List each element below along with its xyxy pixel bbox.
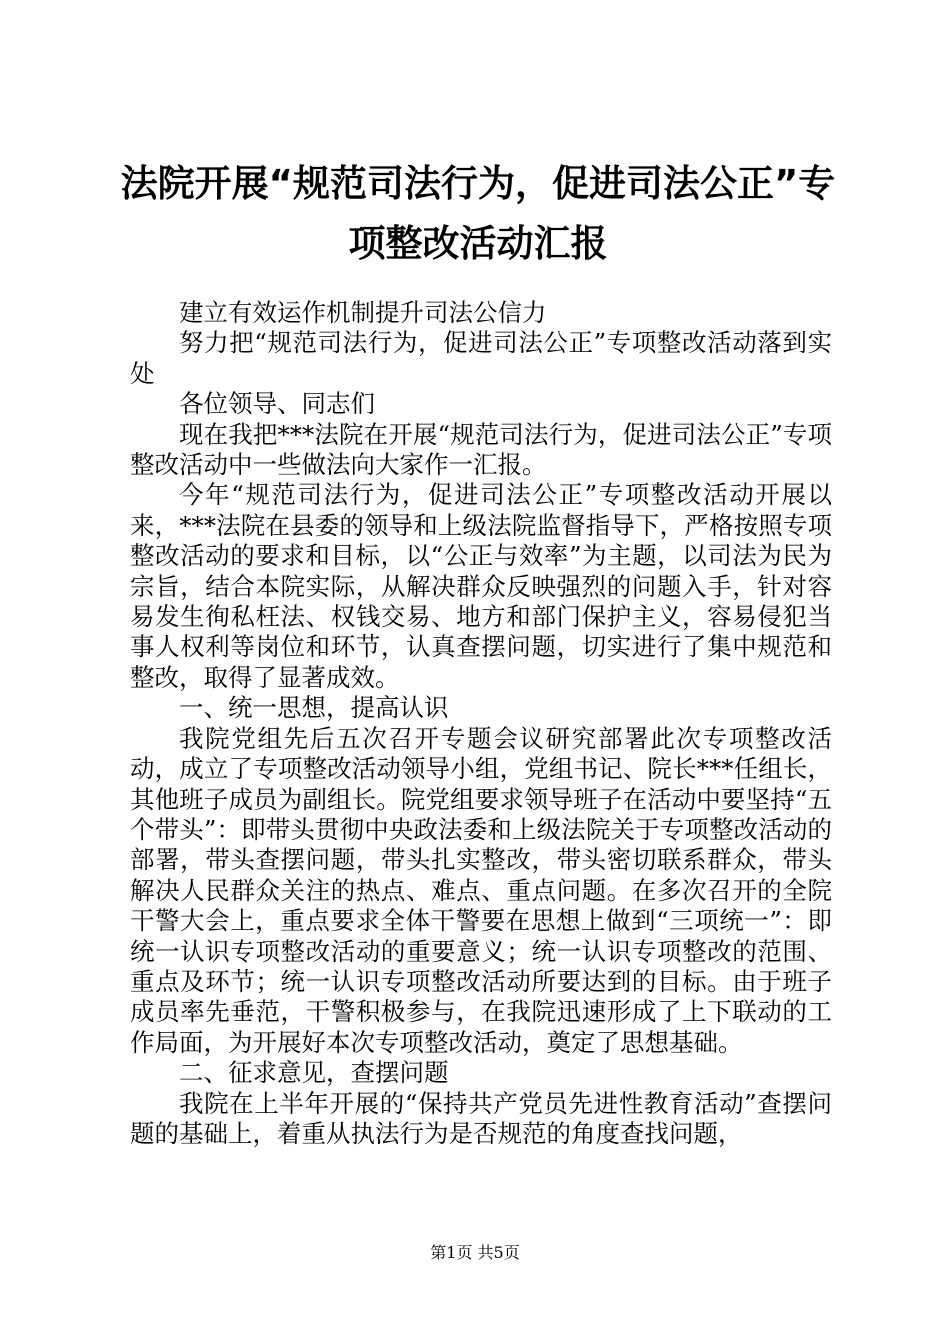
- body-paragraph: 今年“规范司法行为，促进司法公正”专项整改活动开展以来，***法院在县委的领导和上级法院监督指导下，严格按照专项整改活动的要求和目标，以“公正与效率”为主题，以司法为民为宗旨，结合本院实际，从解决群众反映强烈的问题入手，针对容易发生徇私枉法、权钱交易、地方和部门保护主义，容易侵犯当事人权利等岗位和环节，认真查摆问题，切实进行了集中规范和整改，取得了显著成效。: [130, 480, 832, 692]
- subtitle-paragraph: 努力把“规范司法行为，促进司法公正”专项整改活动落到实处: [130, 328, 832, 388]
- body-paragraph: 我院在上半年开展的“保持共产党员先进性教育活动”查摆问题的基础上，着重从执法行为是否规范的角度查找问题，: [130, 1088, 832, 1148]
- page-number-footer: 第1页 共5页: [430, 1243, 520, 1262]
- document-title-line-2: 项整改活动汇报: [348, 222, 608, 265]
- document-title-line-1: 法院开展“规范司法行为，促进司法公正”专: [120, 162, 836, 205]
- section-heading: 一、统一思想，提高认识: [179, 693, 449, 723]
- salutation-paragraph: 各位领导、同志们: [179, 389, 375, 419]
- document-body: [130, 298, 832, 1149]
- subtitle-paragraph: 建立有效运作机制提升司法公信力: [179, 298, 547, 327]
- section-heading: 二、征求意见，查摆问题: [179, 1058, 449, 1088]
- body-paragraph: 我院党组先后五次召开专题会议研究部署此次专项整改活动，成立了专项整改活动领导小组，党组书记、院长***任组长，其他班子成员为副组长。院党组要求领导班子在活动中要坚持“五个带头”：即带头贯彻中央政法委和上级法院关于专项整改活动的部署，带头查摆问题，带头扎实整改，带头密切联系群众，带头解决人民群众关注的热点、难点、重点问题。在多次召开的全院干警大会上，重点要求全体干警要在思想上做到“三项统一”：即统一认识专项整改活动的重要意义；统一认识专项整改的范围、重点及环节；统一认识专项整改活动所要达到的目标。由于班子成员率先垂范，干警积极参与，在我院迅速形成了上下联动的工作局面，为开展好本次专项整改活动，奠定了思想基础。: [130, 723, 832, 1057]
- body-paragraph: 现在我把***法院在开展“规范司法行为，促进司法公正”专项整改活动中一些做法向大家作一汇报。: [130, 419, 832, 480]
